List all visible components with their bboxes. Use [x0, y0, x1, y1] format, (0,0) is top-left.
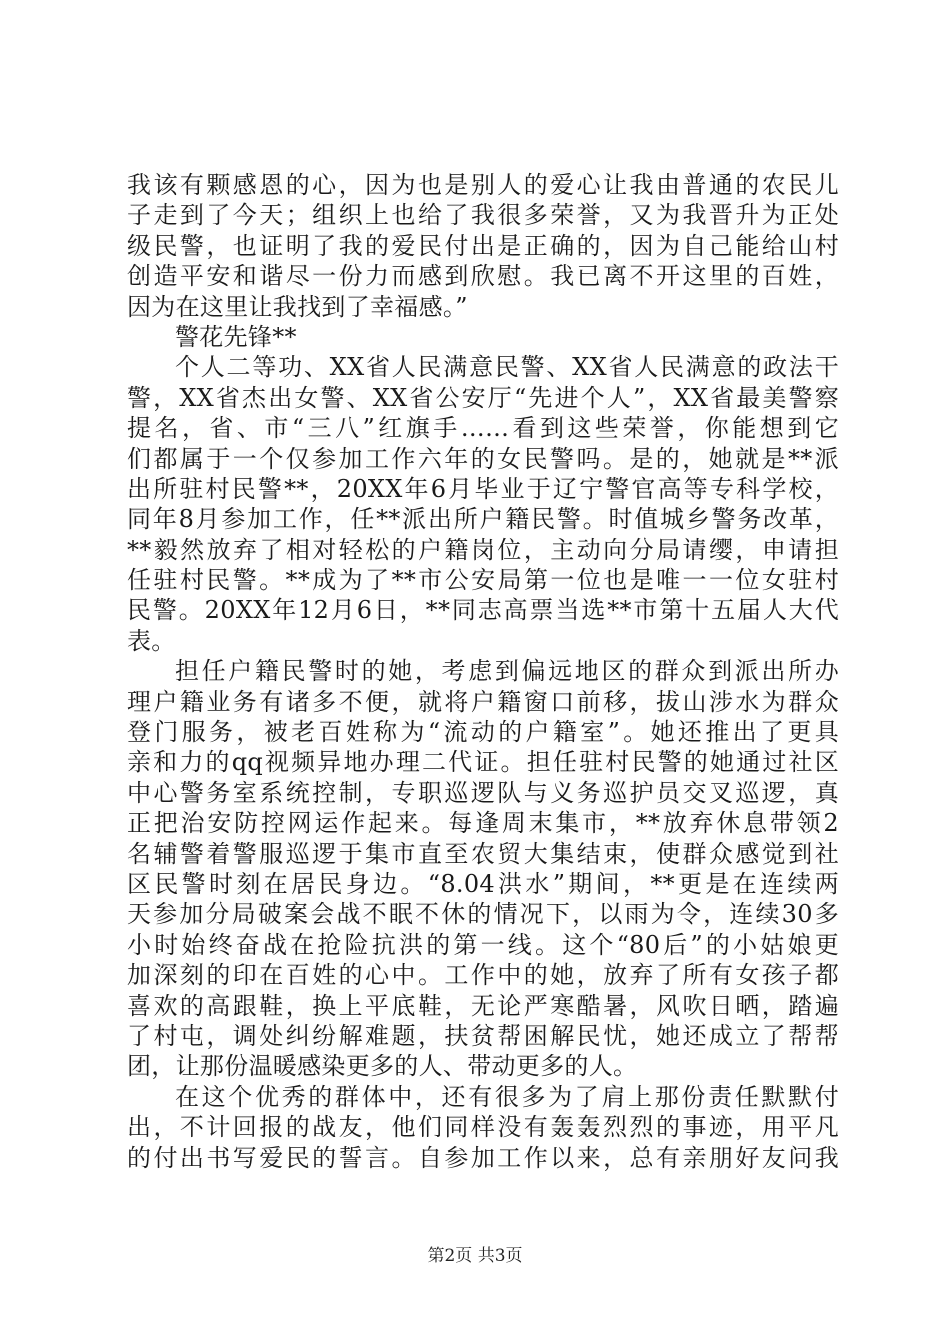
text-line: 们都属于一个仅参加工作六年的女民警吗。是的，她就是**派	[127, 444, 839, 473]
text-line: 任驻村民警。**成为了**市公安局第一位也是唯一一位女驻村	[127, 566, 839, 595]
text-line: 在这个优秀的群体中，还有很多为了肩上那份责任默默付	[175, 1082, 839, 1111]
text-line: 登门服务，被老百姓称为“流动的户籍室”。她还推出了更具	[127, 718, 839, 747]
text-line: 喜欢的高跟鞋，换上平底鞋，无论严寒酷暑，风吹日晒，踏遍	[127, 991, 839, 1020]
text-line: 我该有颗感恩的心，因为也是别人的爱心让我由普通的农民儿	[127, 171, 839, 199]
text-line: 加深刻的印在百姓的心中。工作中的她，放弃了所有女孩子都	[127, 961, 839, 990]
text-line: 子走到了今天；组织上也给了我很多荣誉，又为我晋升为正处	[127, 201, 839, 230]
text-line: 正把治安防控网运作起来。每逢周末集市，**放弃休息带领2	[127, 809, 839, 838]
text-line: 了村屯，调处纠纷解难题，扶贫帮困解民忧，她还成立了帮帮	[127, 1021, 839, 1050]
text-line: 同年8月参加工作，任**派出所户籍民警。时值城乡警务改革，	[127, 505, 839, 534]
page-footer: 第2页 共3页	[427, 1246, 523, 1266]
text-line: 表。	[127, 626, 176, 655]
text-line: 亲和力的qq视频异地办理二代证。担任驻村民警的她通过社区	[127, 748, 839, 777]
text-line: 出所驻村民警**，20XX年6月毕业于辽宁警官高等专科学校，	[127, 474, 839, 503]
text-line: 的付出书写爱民的誓言。自参加工作以来，总有亲朋好友问我	[127, 1143, 839, 1172]
text-line: **毅然放弃了相对轻松的户籍岗位，主动向分局请缨，申请担	[127, 535, 839, 564]
text-line: 个人二等功、XX省人民满意民警、XX省人民满意的政法干	[175, 353, 839, 382]
text-line: 创造平安和谐尽一份力而感到欣慰。我已离不开这里的百姓，	[127, 262, 839, 291]
text-line: 名辅警着警服巡逻于集市直至农贸大集结束，使群众感觉到社	[127, 839, 839, 868]
text-line: 民警。20XX年12月6日，**同志高票当选**市第十五届人大代	[127, 596, 839, 625]
document-body	[127, 170, 839, 1173]
text-line: 担任户籍民警时的她，考虑到偏远地区的群众到派出所办	[175, 657, 839, 686]
text-line: 警花先锋**	[175, 322, 297, 351]
text-line: 区民警时刻在居民身边。“8.04洪水”期间，**更是在连续两	[127, 869, 839, 898]
text-line: 因为在这里让我找到了幸福感。”	[127, 292, 468, 321]
text-line: 提名，省、市“三八”红旗手……看到这些荣誉，你能想到它	[127, 414, 839, 443]
text-line: 警，XX省杰出女警、XX省公安厅“先进个人”，XX省最美警察	[127, 383, 839, 412]
text-line: 级民警，也证明了我的爱民付出是正确的，因为自己能给山村	[127, 231, 839, 260]
text-line: 出，不计回报的战友，他们同样没有轰轰烈烈的事迹，用平凡	[127, 1113, 839, 1142]
text-line: 天参加分局破案会战不眠不休的情况下，以雨为令，连续30多	[127, 900, 839, 929]
text-line: 小时始终奋战在抢险抗洪的第一线。这个“80后”的小姑娘更	[127, 930, 839, 959]
text-line: 理户籍业务有诸多不便，就将户籍窗口前移，拔山涉水为群众	[127, 687, 839, 716]
text-line: 中心警务室系统控制，专职巡逻队与义务巡护员交叉巡逻，真	[127, 778, 839, 807]
text-line: 团，让那份温暖感染更多的人、带动更多的人。	[127, 1052, 638, 1081]
